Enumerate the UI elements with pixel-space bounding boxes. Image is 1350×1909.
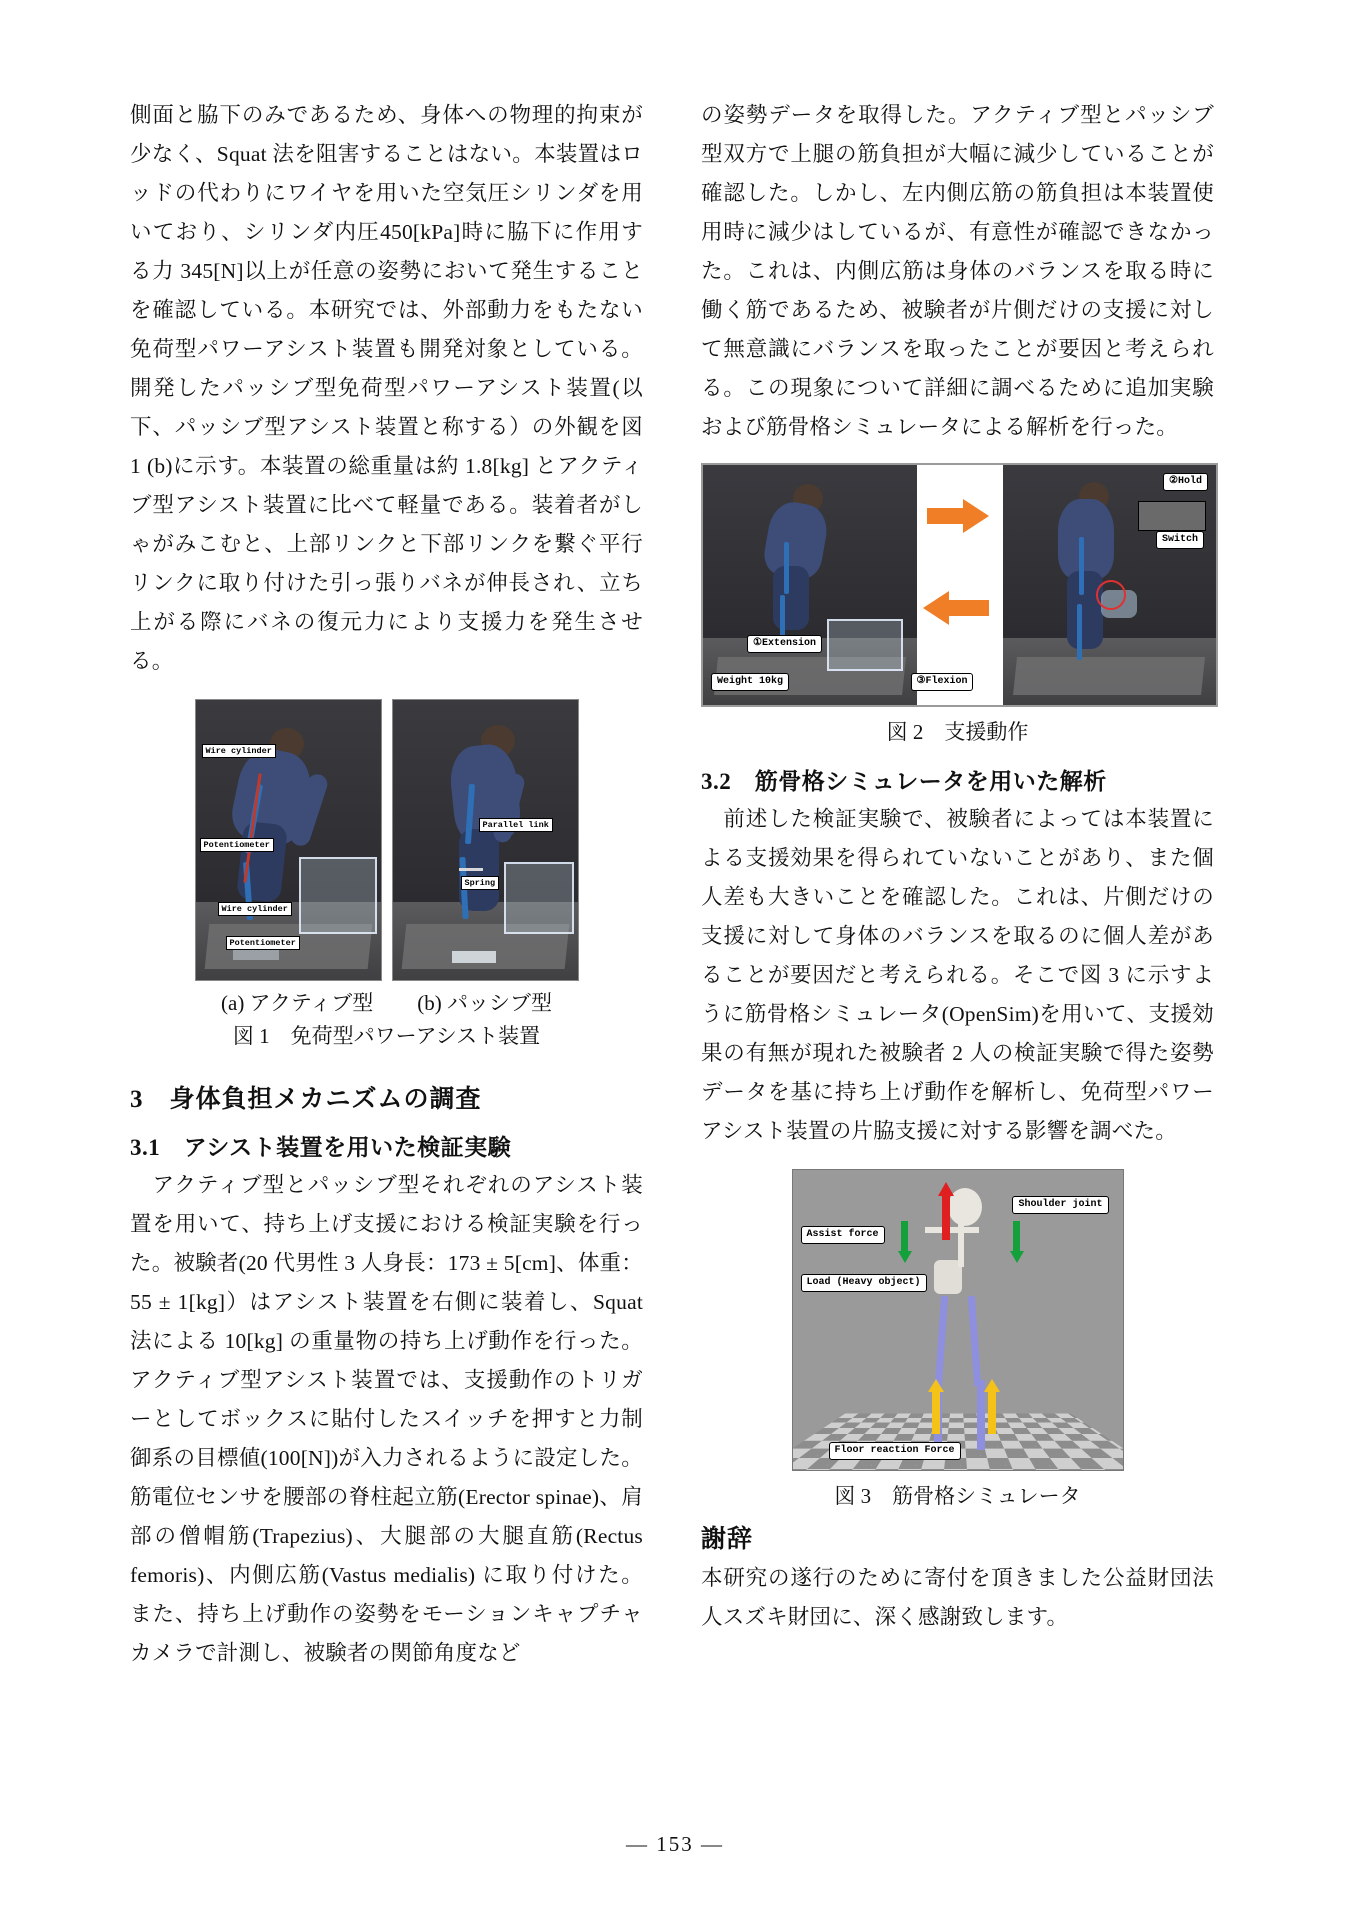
arrow-left-icon (927, 591, 989, 625)
green-arrow-right-icon (1010, 1221, 1024, 1263)
figure-3-caption: 図 3 筋骨格シミュレータ (834, 1484, 1081, 1508)
figure-3 (701, 1169, 1214, 1513)
figure-2-right-photo (1003, 465, 1217, 705)
two-column-layout (130, 96, 1220, 1736)
section-3-1-heading: 3.1 アシスト装置を用いた検証実験 (130, 1135, 512, 1160)
figure-2-left-photo (703, 465, 917, 705)
page-number: — 153 — (626, 1832, 724, 1856)
arrow-right-icon (927, 499, 989, 533)
figure-1a-label-1: Potentiometer (200, 838, 274, 852)
figure-2-image (701, 463, 1218, 707)
acknowledgement-heading: 謝辞 (701, 1526, 754, 1553)
figure-2-label-switch: Switch (1156, 531, 1204, 549)
figure-2-label-hold: ②Hold (1163, 473, 1208, 491)
figure-2-label-flexion: ③Flexion (911, 673, 974, 691)
figure-3-label-shoulder-joint: Shoulder joint (1012, 1196, 1108, 1214)
figure-2-arrows (917, 465, 1003, 705)
left-paragraph-1: 側面と脇下のみであるため、身体への物理的拘束が少なく、Squat 法を阻害することはない。本装置はロッドの代わりにワイヤを用いた空気圧シリンダを用いており、シリンダ内圧450[kPa]時に脇下に作用する力 345[N]以上が任意の姿勢において発生することを確認している。本研究では、外部動力をもたない免荷型パワーアシスト装置も開発対象としている。開発したパッシブ型免荷型パワーアシスト装置(以下、パッシブ型アシスト装置と称する）の外観を図 1 (b)に示す。本装置の総重量は約 1.8[kg] とアクティブ型アシスト装置に比べて軽量である。装着者がしゃがみこむと、上部リンクと下部リンクを繋ぐ平行リンクに取り付けた引っ張りバネが伸長され、立ち上がる際にバネの復元力により支援力を発生させる。 (130, 103, 643, 673)
section-3-heading: 3 身体負担メカニズムの調査 (130, 1086, 482, 1113)
figure-1b-caption: (b) パッシブ型 (417, 991, 552, 1015)
figure-1a-label-3: Potentiometer (226, 936, 300, 950)
figure-3-label-floor-reaction: Floor reaction Force (829, 1442, 961, 1460)
figure-1b-label-1: Spring (461, 876, 500, 890)
yellow-arrow-left-icon (928, 1379, 944, 1434)
red-arrow-icon (938, 1182, 954, 1240)
figure-3-image (792, 1169, 1124, 1471)
figure-3-label-assist-force: Assist force (801, 1226, 885, 1244)
figure-2-caption: 図 2 支援動作 (886, 720, 1029, 744)
figure-1a-caption: (a) アクティブ型 (221, 991, 374, 1015)
figure-2-label-weight: Weight 10kg (711, 673, 789, 691)
yellow-arrow-right-icon (984, 1379, 1000, 1434)
figure-1-subcaptions (130, 987, 643, 1017)
figure-1a-photo (195, 699, 382, 981)
right-paragraph-1: の姿勢データを取得した。アクティブ型とパッシブ型双方で上腿の筋負担が大幅に減少していることが確認した。しかし、左内側広筋の筋負担は本装置使用時に減少はしているが、有意性が確認できなかった。これは、内側広筋は身体のバランスを取る時に働く筋であるため、被験者が片側だけの支援に対して無意識にバランスを取ったことが要因と考えられる。この現象について詳細に調べるために追加実験および筋骨格シミュレータによる解析を行った。 (701, 103, 1214, 439)
right-column (701, 96, 1214, 1736)
figure-1a-label-2: Wire cylinder (218, 902, 292, 916)
figure-1 (130, 699, 643, 1053)
figure-1b-photo (392, 699, 579, 981)
figure-1a-label-0: Wire cylinder (202, 744, 276, 758)
figure-2 (701, 463, 1214, 749)
left-paragraph-2: アクティブ型とパッシブ型それぞれのアシスト装置を用いて、持ち上げ支援における検証実験を行った。被験者(20 代男性 3 人身長：173 ± 5[cm]、体重：55 ± 1[kg]）はアシスト装置を右側に装着し、Squat 法による 10[kg] の重量物の持ち上げ動作を行った。アクティブ型アシスト装置では、支援動作のトリガーとしてボックスに貼付したスイッチを押すと力制御系の目標値(100[N])が入力されるように設定した。筋電位センサを腰部の脊柱起立筋(Erector spinae)、肩部の僧帽筋(Trapezius)、大腿部の大腿直筋(Rectus femoris)、内側広筋(Vastus medialis) に取り付けた。また、持ち上げ動作の姿勢をモーションキャプチャカメラで計測し、被験者の関節角度など (130, 1173, 643, 1665)
figure-3-label-load: Load (Heavy object) (801, 1274, 927, 1292)
figure-1b-label-0: Parallel link (479, 818, 553, 832)
section-3-2-heading: 3.2 筋骨格シミュレータを用いた解析 (701, 769, 1107, 794)
figure-1-images (130, 699, 643, 981)
figure-1-caption: 図 1 免荷型パワーアシスト装置 (232, 1024, 541, 1048)
acknowledgement-text: 本研究の遂行のために寄付を頂きました公益財団法人スズキ財団に、深く感謝致します。 (701, 1566, 1214, 1629)
green-arrow-left-icon (898, 1221, 912, 1263)
left-column (130, 96, 643, 1736)
figure-2-label-extension: ①Extension (747, 635, 822, 653)
right-paragraph-2: 前述した検証実験で、被験者によっては本装置による支援効果を得られていないことがあり、また個人差も大きいことを確認した。これは、片側だけの支援に対して身体のバランスを取るのに個人差があることが要因だと考えられる。そこで図 3 に示すように筋骨格シミュレータ(OpenSim)を用いて、支援効果の有無が現れた被験者 2 人の検証実験で得た姿勢データを基に持ち上げ動作を解析し、免荷型パワーアシスト装置の片脇支援に対する影響を調べた。 (701, 807, 1214, 1143)
